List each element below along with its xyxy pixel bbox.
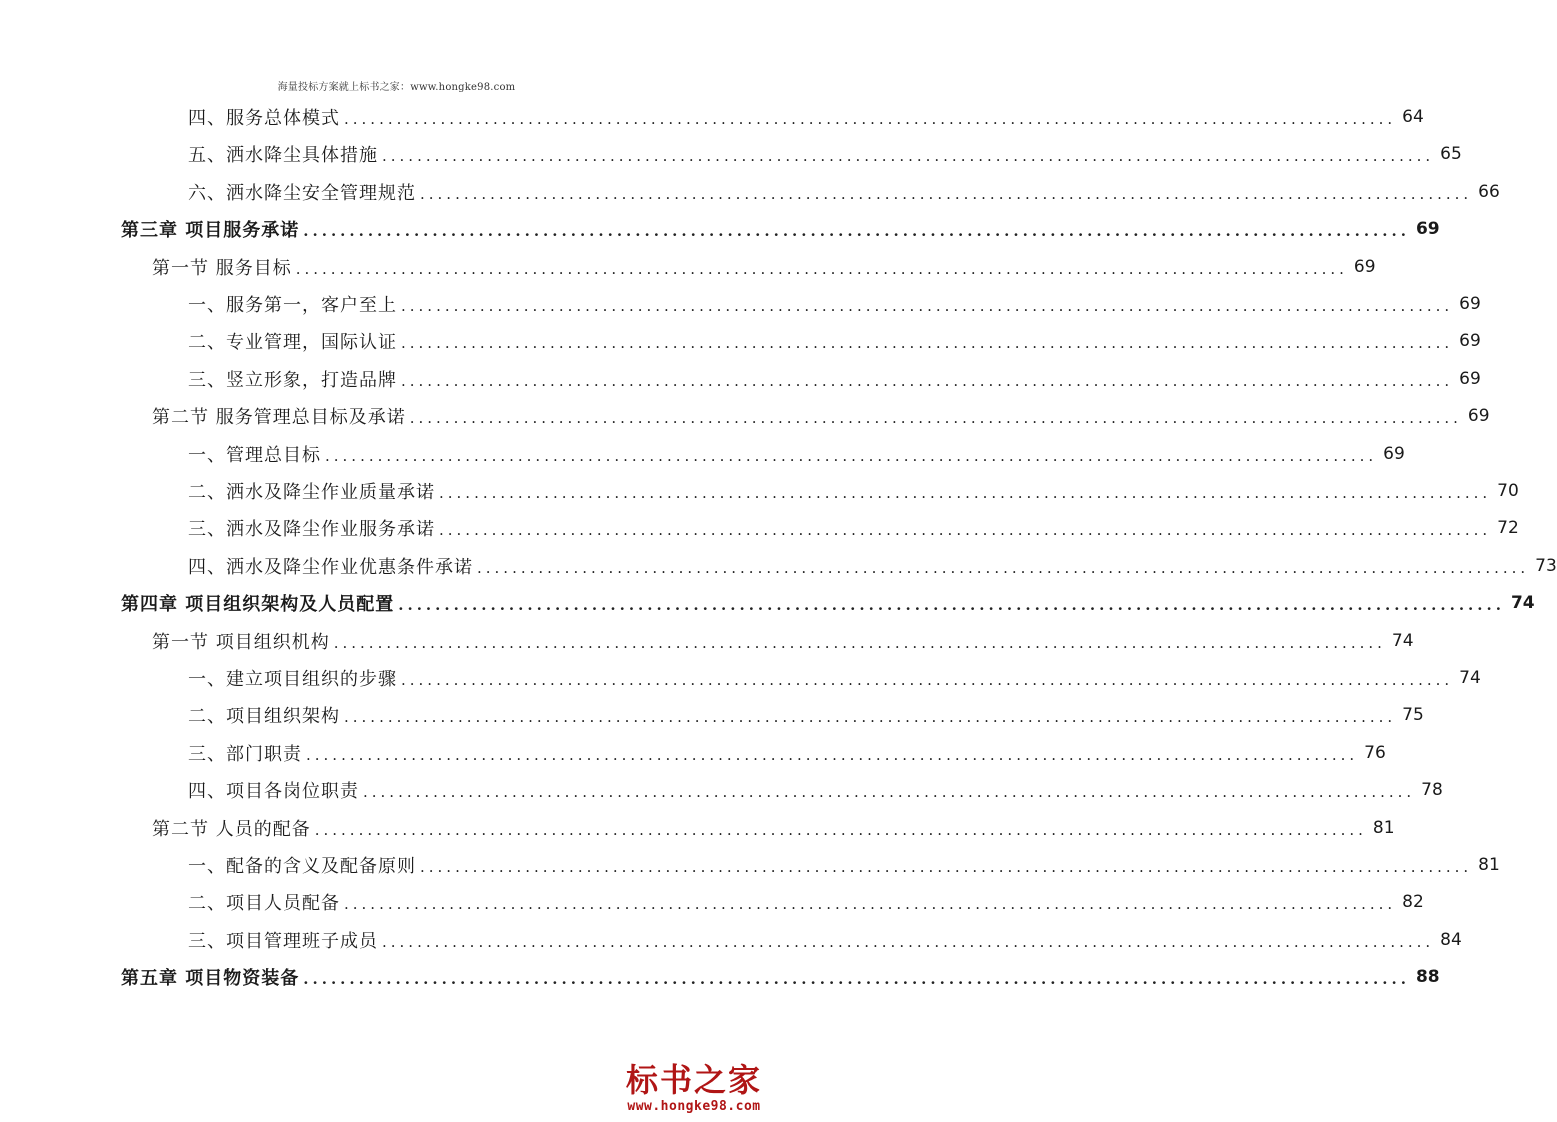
toc-entry-page: 74	[1459, 668, 1481, 688]
toc-entry-page: 84	[1440, 929, 1462, 950]
toc-leader-dots: ........................................................................................................................	[420, 184, 1473, 203]
toc-entry-page: 82	[1402, 892, 1424, 913]
toc-leader-dots: ........................................................................................................................	[314, 820, 1367, 839]
toc-entry-page: 81	[1478, 855, 1500, 875]
toc-entry[interactable]	[188, 511, 1519, 545]
toc-entry[interactable]	[188, 100, 1424, 134]
toc-leader-dots: ........................................................................................................................	[382, 932, 1435, 951]
toc-entry[interactable]	[188, 698, 1424, 732]
watermark-url: www.hongke98.com	[627, 1099, 761, 1114]
toc-entry-page: 75	[1402, 705, 1424, 726]
toc-leader-dots: ........................................................................................................................	[303, 222, 1410, 241]
toc-entry-page: 81	[1372, 817, 1395, 838]
toc-entry-title: 第二节 服务管理总目标及承诺	[152, 407, 406, 429]
toc-entry-title: 三、洒水及降尘作业服务承诺	[188, 519, 435, 541]
toc-entry-title: 三、部门职责	[188, 743, 302, 765]
toc-entry[interactable]	[188, 324, 1481, 358]
toc-entry-title: 第一节 服务目标	[152, 257, 292, 279]
toc-entry-page: 64	[1402, 107, 1424, 127]
toc-entry[interactable]	[188, 885, 1424, 919]
toc-leader-dots: ........................................................................................................................	[363, 783, 1416, 802]
toc-entry-title: 四、项目各岗位职责	[188, 781, 359, 803]
toc-entry-title: 二、项目人员配备	[188, 893, 340, 915]
toc-entry-page: 74	[1391, 630, 1414, 651]
toc-entry-title: 二、洒水及降尘作业质量承诺	[188, 482, 435, 503]
toc-leader-dots: ........................................................................................................................	[401, 334, 1454, 353]
toc-entry[interactable]	[188, 661, 1481, 695]
toc-entry-title: 二、专业管理，国际认证	[188, 332, 397, 354]
toc-entry[interactable]	[188, 773, 1443, 807]
toc-leader-dots: ........................................................................................................................	[420, 858, 1473, 876]
toc-entry[interactable]	[188, 287, 1481, 321]
toc-entry-title: 一、管理总目标	[188, 444, 321, 466]
toc-entry-title: 第四章 项目组织架构及人员配置	[121, 594, 395, 616]
toc-leader-dots: ........................................................................................................................	[398, 596, 1505, 615]
toc-entry-page: 70	[1497, 481, 1519, 501]
toc-leader-dots: ........................................................................................................................	[382, 147, 1435, 166]
toc-entry[interactable]	[121, 960, 1440, 994]
toc-leader-dots: ........................................................................................................................	[344, 110, 1397, 128]
toc-entry-title: 四、服务总体模式	[188, 108, 340, 129]
toc-entry-title: 一、建立项目组织的步骤	[188, 669, 397, 690]
toc-entry[interactable]	[121, 586, 1535, 620]
toc-entry-page: 74	[1510, 593, 1535, 614]
toc-leader-dots: ........................................................................................................................	[325, 446, 1378, 465]
toc-entry-page: 69	[1459, 294, 1481, 314]
toc-entry-title: 一、服务第一，客户至上	[188, 295, 397, 316]
toc-entry-title: 六、洒水降尘安全管理规范	[188, 182, 416, 204]
toc-entry[interactable]	[188, 549, 1557, 583]
watermark	[609, 1061, 779, 1114]
toc-leader-dots: ........................................................................................................................	[295, 259, 1348, 278]
watermark-logo: 标书之家	[625, 1061, 762, 1099]
toc-entry[interactable]	[188, 923, 1462, 957]
toc-entry-title: 一、配备的含义及配备原则	[188, 856, 416, 877]
toc-entry-page: 66	[1478, 181, 1500, 202]
toc-entry[interactable]	[188, 474, 1519, 508]
toc-leader-dots: ........................................................................................................................	[333, 633, 1386, 652]
toc-entry-title: 第五章 项目物资装备	[121, 968, 300, 990]
toc-entry[interactable]	[188, 736, 1386, 770]
toc-entry-title: 第三章 项目服务承诺	[121, 220, 300, 242]
page-header: 海量投标方案就上标书之家：www.hongke98.com	[277, 82, 516, 93]
toc-leader-dots: ........................................................................................................................	[401, 671, 1454, 689]
toc-leader-dots: ........................................................................................................................	[401, 371, 1454, 390]
toc-entry[interactable]	[188, 848, 1500, 882]
toc-entry-page: 69	[1467, 406, 1490, 427]
toc-entry-page: 72	[1497, 518, 1519, 539]
toc-entry[interactable]	[188, 137, 1462, 171]
toc-entry[interactable]	[152, 250, 1376, 284]
toc-entry[interactable]	[188, 362, 1481, 396]
toc-leader-dots: ........................................................................................................................	[439, 484, 1492, 502]
toc-leader-dots: ........................................................................................................................	[439, 521, 1492, 540]
toc-entry-page: 78	[1421, 780, 1443, 801]
toc-entry[interactable]	[121, 212, 1440, 246]
toc-entry[interactable]	[152, 624, 1414, 658]
toc-leader-dots: ........................................................................................................................	[401, 297, 1454, 315]
toc-entry[interactable]	[152, 811, 1395, 845]
toc-entry-page: 69	[1415, 219, 1440, 240]
toc-entry-title: 第二节 人员的配备	[152, 818, 311, 840]
toc-entry-page: 69	[1459, 331, 1481, 352]
toc-entry-title: 三、竖立形象，打造品牌	[188, 369, 397, 391]
toc-leader-dots: ........................................................................................................................	[409, 409, 1462, 428]
toc-entry[interactable]	[188, 437, 1405, 471]
toc-entry-page: 69	[1459, 368, 1481, 389]
toc-entry-page: 65	[1440, 144, 1462, 165]
toc-entry-page: 76	[1364, 742, 1386, 763]
toc-entry-title: 三、项目管理班子成员	[188, 930, 378, 952]
toc-leader-dots: ........................................................................................................................	[303, 970, 1410, 989]
toc-leader-dots: ........................................................................................................................	[306, 745, 1359, 764]
toc-leader-dots: ........................................................................................................................	[344, 895, 1397, 914]
toc-entry[interactable]	[152, 399, 1490, 433]
toc-entry-page: 69	[1383, 443, 1405, 464]
toc-entry-page: 88	[1415, 967, 1440, 988]
toc-entry-title: 二、项目组织架构	[188, 706, 340, 728]
toc-entry[interactable]	[188, 175, 1500, 209]
toc-entry-title: 四、洒水及降尘作业优惠条件承诺	[188, 556, 473, 578]
toc-leader-dots: ........................................................................................................................	[477, 558, 1530, 577]
toc-entry-title: 第一节 项目组织机构	[152, 631, 330, 653]
toc-entry-page: 73	[1535, 555, 1557, 576]
toc-entry-title: 五、洒水降尘具体措施	[188, 145, 378, 167]
toc-leader-dots: ........................................................................................................................	[344, 708, 1397, 727]
toc-entry-page: 69	[1353, 256, 1376, 277]
